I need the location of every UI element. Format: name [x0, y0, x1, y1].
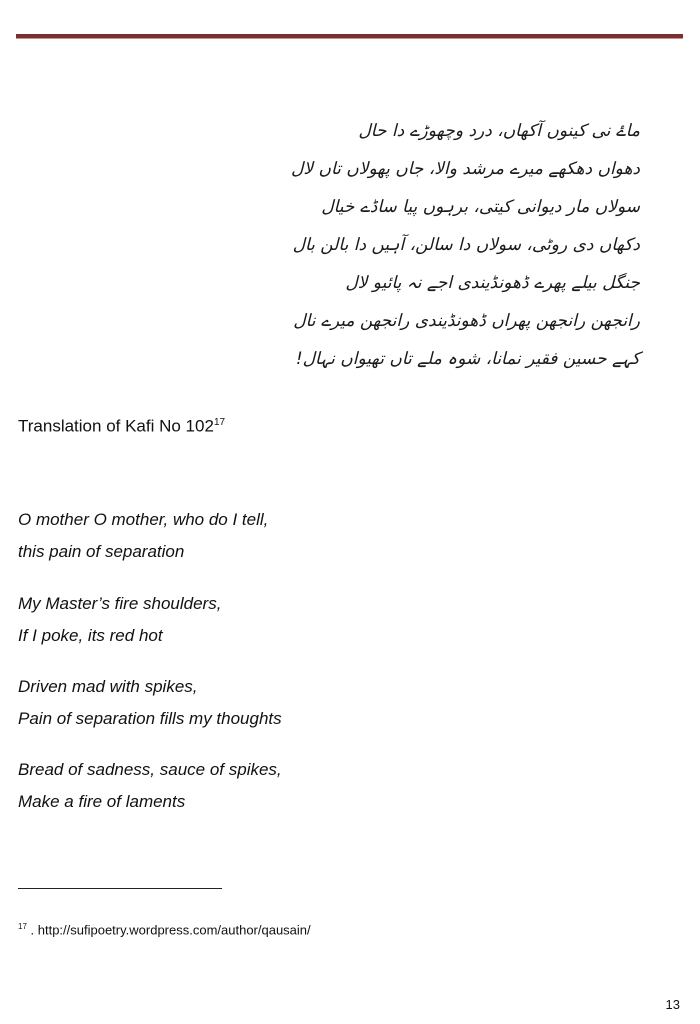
page-number: 13 — [665, 997, 680, 1012]
stanza-4-line-1: Bread of sadness, sauce of spikes, — [18, 760, 282, 779]
stanza-2-line-2: If I poke, its red hot — [18, 626, 163, 645]
stanza-2 — [18, 588, 221, 652]
footnote-reference[interactable]: 17 — [213, 417, 226, 428]
stanza-3-line-1: Driven mad with spikes, — [18, 677, 198, 696]
translation-title-text: Translation of Kafi No 102 — [18, 416, 214, 436]
urdu-poem-block — [260, 118, 650, 388]
stanza-1 — [18, 504, 268, 568]
translation-title — [18, 412, 225, 438]
stanza-4-line-2: Make a fire of laments — [18, 792, 186, 811]
urdu-line-7: کہے حسین فقیر نمانا، شوہ ملے تاں تھیواں نہال! — [295, 349, 640, 369]
stanza-1-line-1: O mother O mother, who do I tell, — [18, 510, 269, 529]
stanza-4 — [18, 754, 282, 818]
stanza-3 — [18, 671, 282, 735]
footnote-separator — [18, 888, 222, 889]
footnote-marker: 17 — [18, 922, 27, 931]
stanza-1-line-2: this pain of separation — [18, 542, 185, 561]
urdu-line-5: جنگل بیلے پھرے ڈھونڈیندی اجے نہ پائیو لال — [345, 273, 640, 293]
stanza-3-line-2: Pain of separation fills my thoughts — [18, 709, 282, 728]
urdu-line-4: دکھاں دی روٹی، سولاں دا سالن، آہیں دا بالن بال — [292, 235, 640, 255]
stanza-2-line-1: My Master’s fire shoulders, — [18, 594, 222, 613]
footnote — [18, 918, 311, 939]
footnote-link[interactable]: . http://sufipoetry.wordpress.com/author/qausain/ — [26, 922, 311, 938]
urdu-line-2: دھواں دھکھے میرے مرشد والا، جاں پھولاں تاں لال — [291, 159, 640, 179]
urdu-line-1: ماۓ نی کینوں آکھاں، درد وچھوڑے دا حال — [358, 121, 640, 141]
header-rule — [16, 34, 683, 39]
urdu-line-3: سولاں مار دیوانی کیتی، برہوں پیا ساڈے خیال — [321, 197, 640, 217]
urdu-line-6: رانجھن رانجھن پھراں ڈھونڈیندی رانجھن میرے نال — [293, 311, 640, 331]
